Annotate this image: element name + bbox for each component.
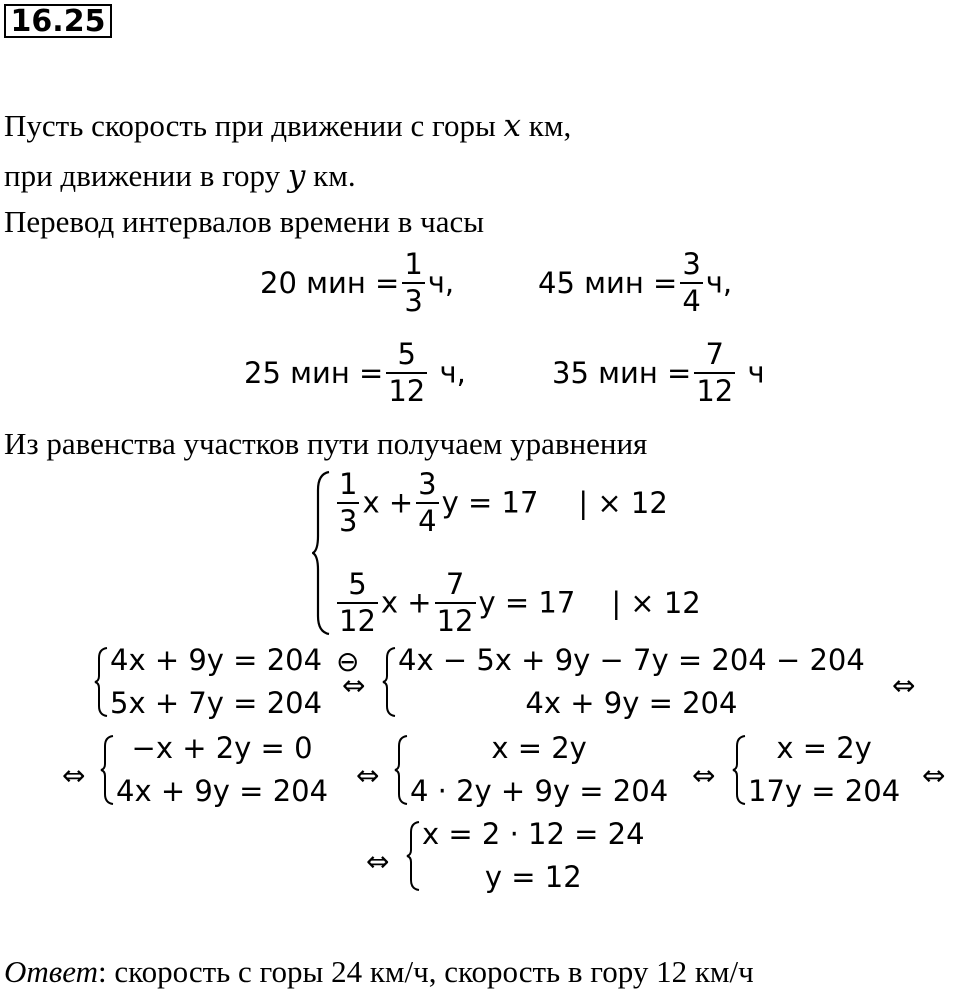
answer [4,956,754,987]
step3-a-line-2: 4x + 9y = 204 [116,774,329,808]
system-1-eq-2: $\frac{5}{12}$ x + $\frac{7}{12}$ y = 17 | × 12 [339,567,701,638]
left-brace-icon [92,646,110,718]
left-brace-icon [730,734,748,806]
left-brace-icon [404,820,422,892]
equiv-symbol: ⇔ [366,845,390,878]
step4-line-1: x = 2 · 12 = 24 [422,817,645,851]
step3-b-line-1: x = 2y [491,731,587,765]
equiv-symbol: ⇔ [922,759,946,792]
answer-text: : скорость с горы 24 км/ч, скорость в гору 12 км/ч [97,954,754,989]
step2-left-system [92,643,323,720]
step3-b-line-2: 4 · 2y + 9y = 204 [410,774,669,808]
left-brace-icon [392,734,410,806]
step4-line-2: y = 12 [484,860,582,894]
conversion-45min: 45 мин = $\frac{3}{4}$ ч, [538,247,733,318]
equiv-symbol: ⇔ [356,759,380,792]
step2-right-line-2: 4x + 9y = 204 [525,686,738,720]
step3-system-a [98,731,329,808]
conversion-35min: 35 мин = $\frac{7}{12}$ ч [552,337,765,408]
intro-line-2: при движении в гору y км. [4,158,356,194]
intro-line-3: Перевод интервалов времени в часы [4,204,485,239]
intro-line-1: Пусть скорость при движении с горы x км, [4,108,572,144]
step2-right-line-1: 4x − 5x + 9y − 7y = 204 − 204 [398,643,865,677]
system-1 [312,467,701,638]
step4-system [404,817,645,894]
problem-number: 16.25 [4,4,112,38]
equiv-symbol: ⇔ [342,669,366,702]
answer-label: Ответ [4,954,98,989]
step3-system-c [730,731,901,808]
step2-left-line-2: 5x + 7y = 204 [110,686,323,720]
equiv-symbol: ⇔ [692,759,716,792]
step3-c-line-2: 17y = 204 [748,774,901,808]
step2-right-system [380,643,865,720]
conversion-25min: 25 мин = $\frac{5}{12}$ ч, [244,337,466,408]
conversion-20min: 20 мин = $\frac{1}{3}$ ч, [260,247,455,318]
system-1-eq-1: $\frac{1}{3}$ x + $\frac{3}{4}$ y = 17 | × 12 [339,467,668,538]
step3-a-line-1: −x + 2y = 0 [131,731,313,765]
step3-c-line-1: x = 2y [776,731,872,765]
left-brace-icon [312,470,330,636]
equations-intro: Из равенства участков пути получаем уравнения [4,426,648,461]
left-brace-icon [380,646,398,718]
left-brace-icon [98,734,116,806]
equiv-symbol: ⇔ [62,759,86,792]
step2-left-line-1: 4x + 9y = 204 [110,643,323,677]
equiv-symbol: ⇔ [892,669,916,702]
step3-system-b [392,731,669,808]
subtract-icon: ⊖ [336,645,360,678]
